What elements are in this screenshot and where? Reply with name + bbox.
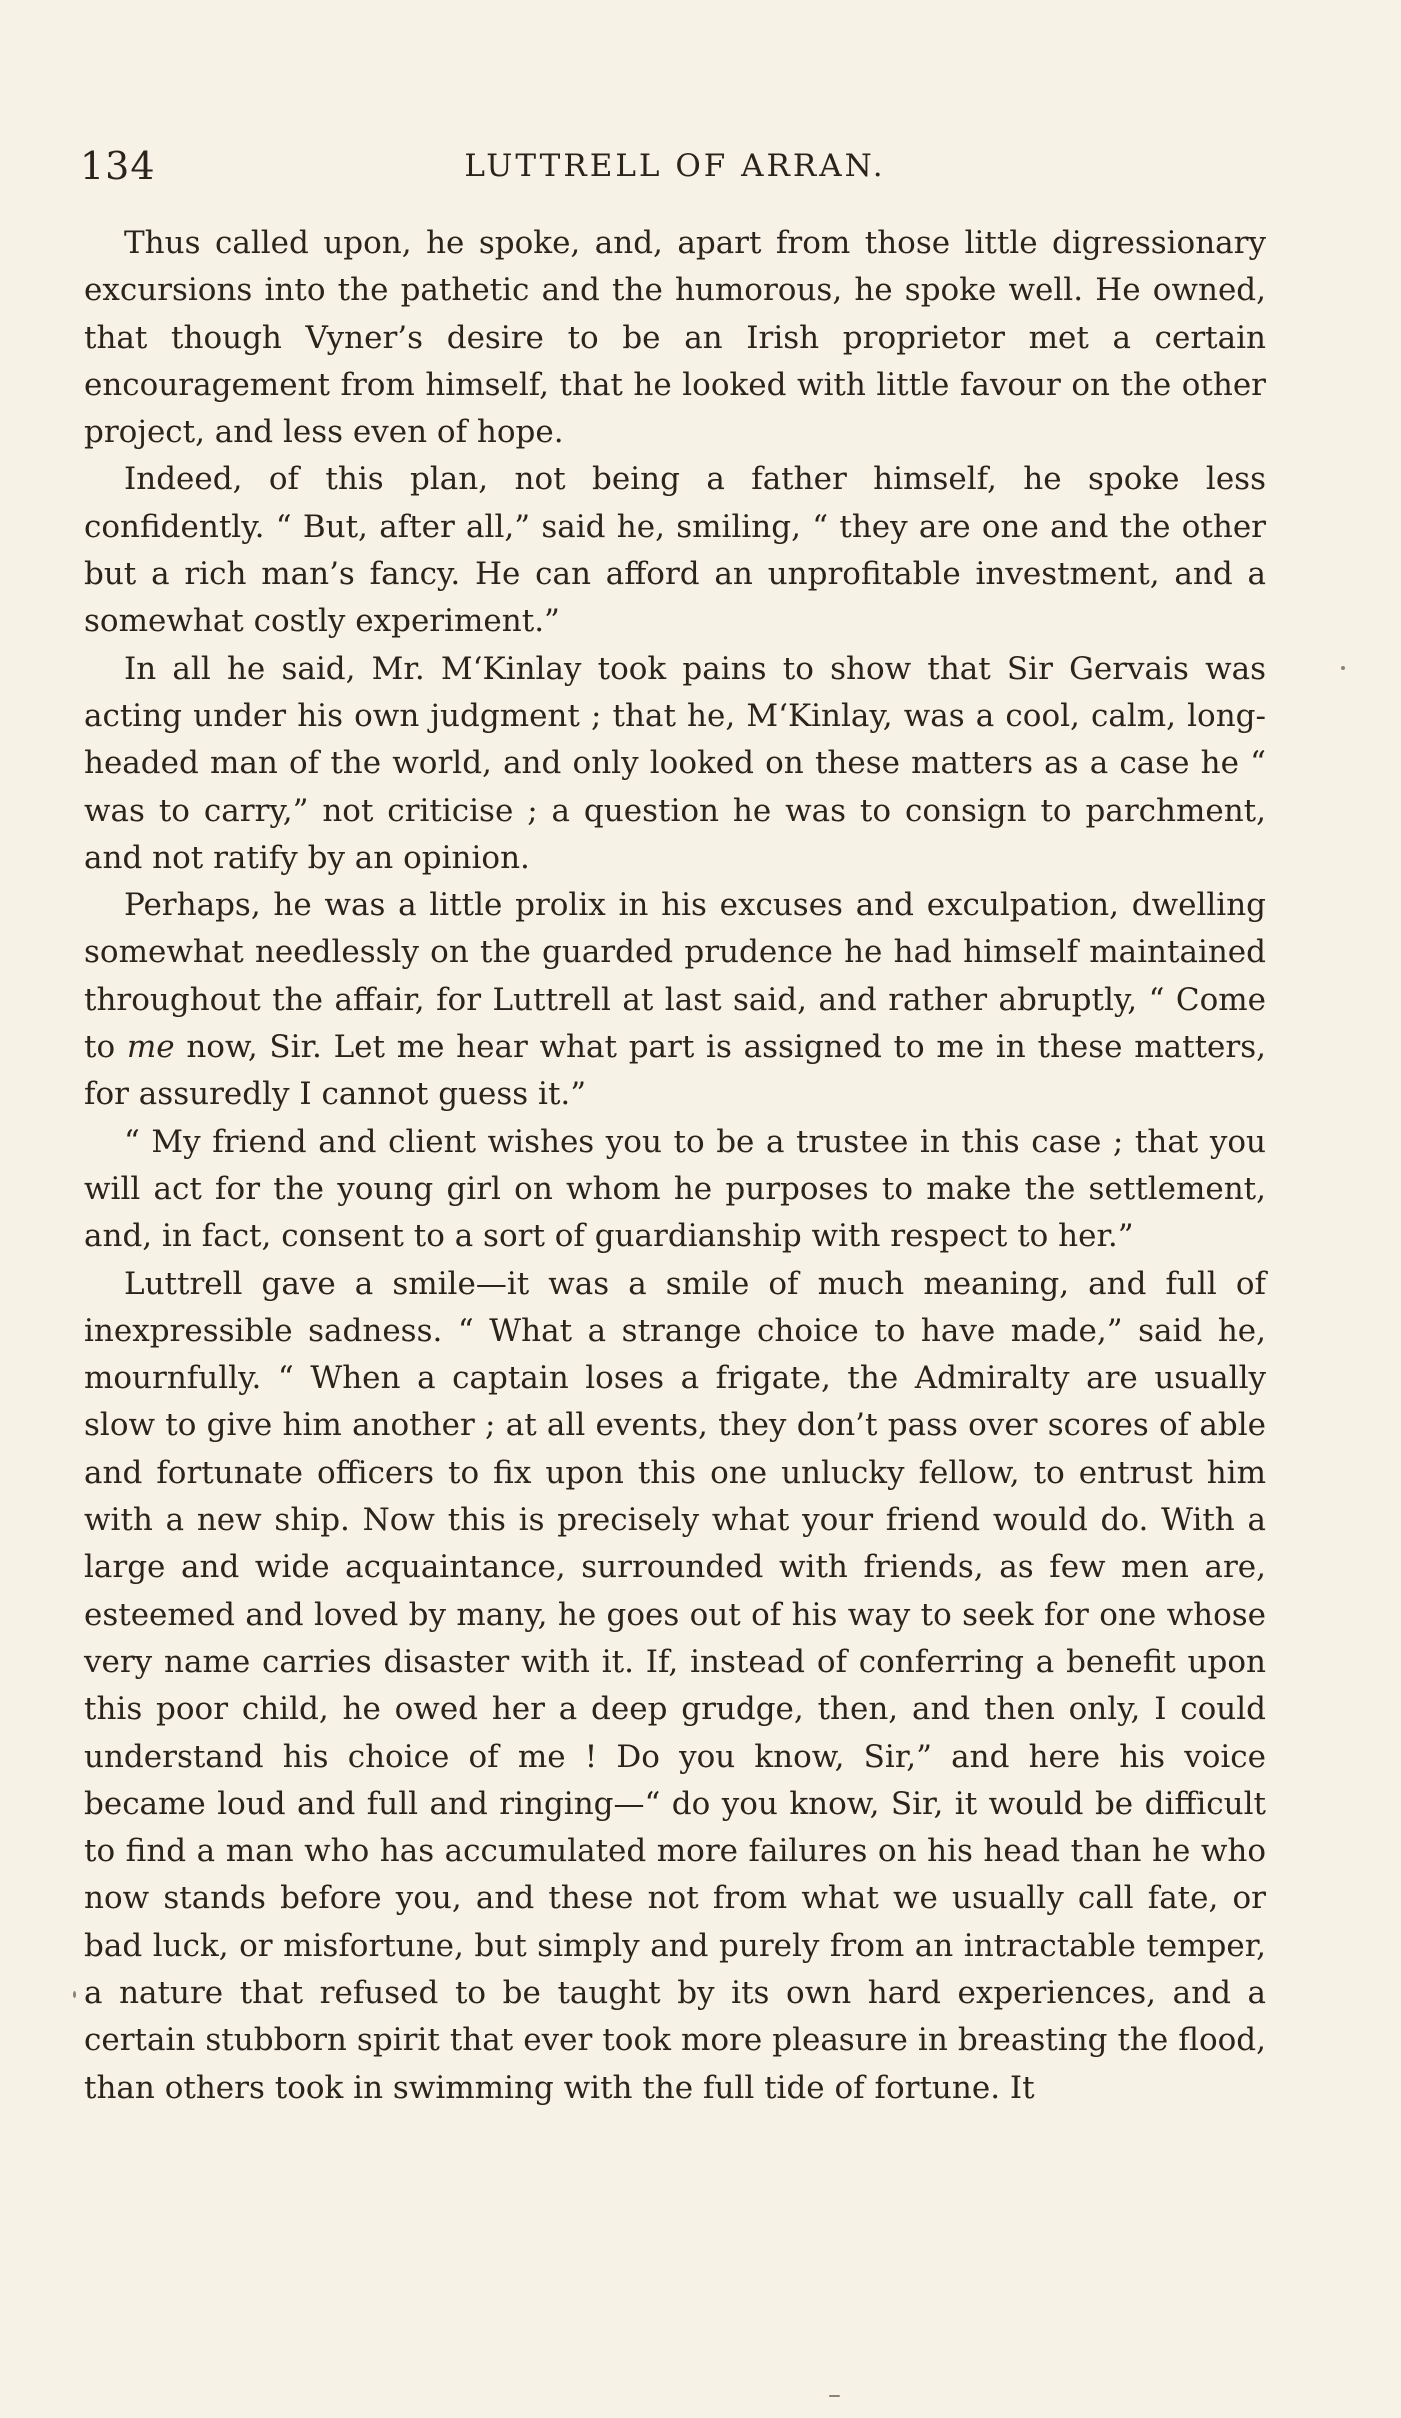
paragraph-4-after-emphasis: now, Sir. Let me hear what part is assigned to me in these matters, for assuredly I cannot guess it.” <box>84 1029 1266 1113</box>
emphasized-word: me <box>126 1029 175 1066</box>
paragraph-3: In all he said, Mr. M‘Kinlay took pains to show that Sir Gervais was acting under his own judgment ; that he, M‘Kinlay, was a cool, calm, long-headed man of the world, and only looked on these matters as a case he “ was to carry,” not criticise ; a question he was to consign to parchment, and not ratify by an opinion. <box>84 650 1266 876</box>
paragraph-4 <box>84 882 1266 1118</box>
speck-dot <box>73 1991 76 1998</box>
running-head: LUTTRELL OF ARRAN. <box>464 148 886 184</box>
page-header <box>80 140 1270 196</box>
paragraph-6: Luttrell gave a smile—it was a smile of much meaning, and full of inexpressible sadness. “ What a strange choice to have made,” said he, mournfully. “ When a captain loses a frigate, the Admiralty are usually slow to give him another ; at all events, they don’t pass over scores of able and fortunate officers to fix upon this one unlucky fellow, to entrust him with a new ship. Now this is precisely what your friend would do. With a large and wide acquaintance, surrounded with friends, as few men are, esteemed and loved by many, he goes out of his way to seek for one whose very name carries disaster with it. If, instead of conferring a benefit upon this poor child, he owed her a deep grudge, then, and then only, I could understand his choice of me ! Do you know, Sir,” and here his voice became loud and full and ringing—“ do you know, Sir, it would be difficult to find a man who has accumulated more failures on his head than he who now stands before you, and these not from what we usually call fate, or bad luck, or misfortune, but simply and purely from an intractable temper, a nature that refused to be taught by its own hard experiences, and a certain stubborn spirit that ever took more pleasure in breasting the flood, than others took in swimming with the full tide of fortune. It <box>84 1265 1266 2106</box>
speck-dot <box>1341 666 1345 670</box>
paragraph-4-before-emphasis: Perhaps, he was a little prolix in his excuses and exculpation, dwelling somewhat needlessly on the guarded prudence he had himself maintained throughout the affair, for Luttrell at last said, and rather abruptly, “ Come to <box>84 887 1266 1066</box>
body-text <box>84 220 1266 2112</box>
paragraph-1: Thus called upon, he spoke, and, apart from those little digressionary excursions into the pathetic and the humorous, he spoke well. He owned, that though Vyner’s desire to be an Irish proprietor met a certain encouragement from himself, that he looked with little favour on the other project, and less even of hope. <box>84 225 1266 451</box>
page-number: 134 <box>80 144 156 188</box>
paragraph-2: Indeed, of this plan, not being a father himself, he spoke less confidently. “ But, after all,” said he, smiling, “ they are one and the other but a rich man’s fancy. He can afford an unprofitable investment, and a somewhat costly experiment.” <box>84 461 1266 640</box>
speck-dot <box>829 2395 840 2397</box>
paragraph-5: “ My friend and client wishes you to be a trustee in this case ; that you will act for the young girl on whom he purposes to make the settlement, and, in fact, consent to a sort of guardianship with respect to her.” <box>84 1123 1266 1255</box>
